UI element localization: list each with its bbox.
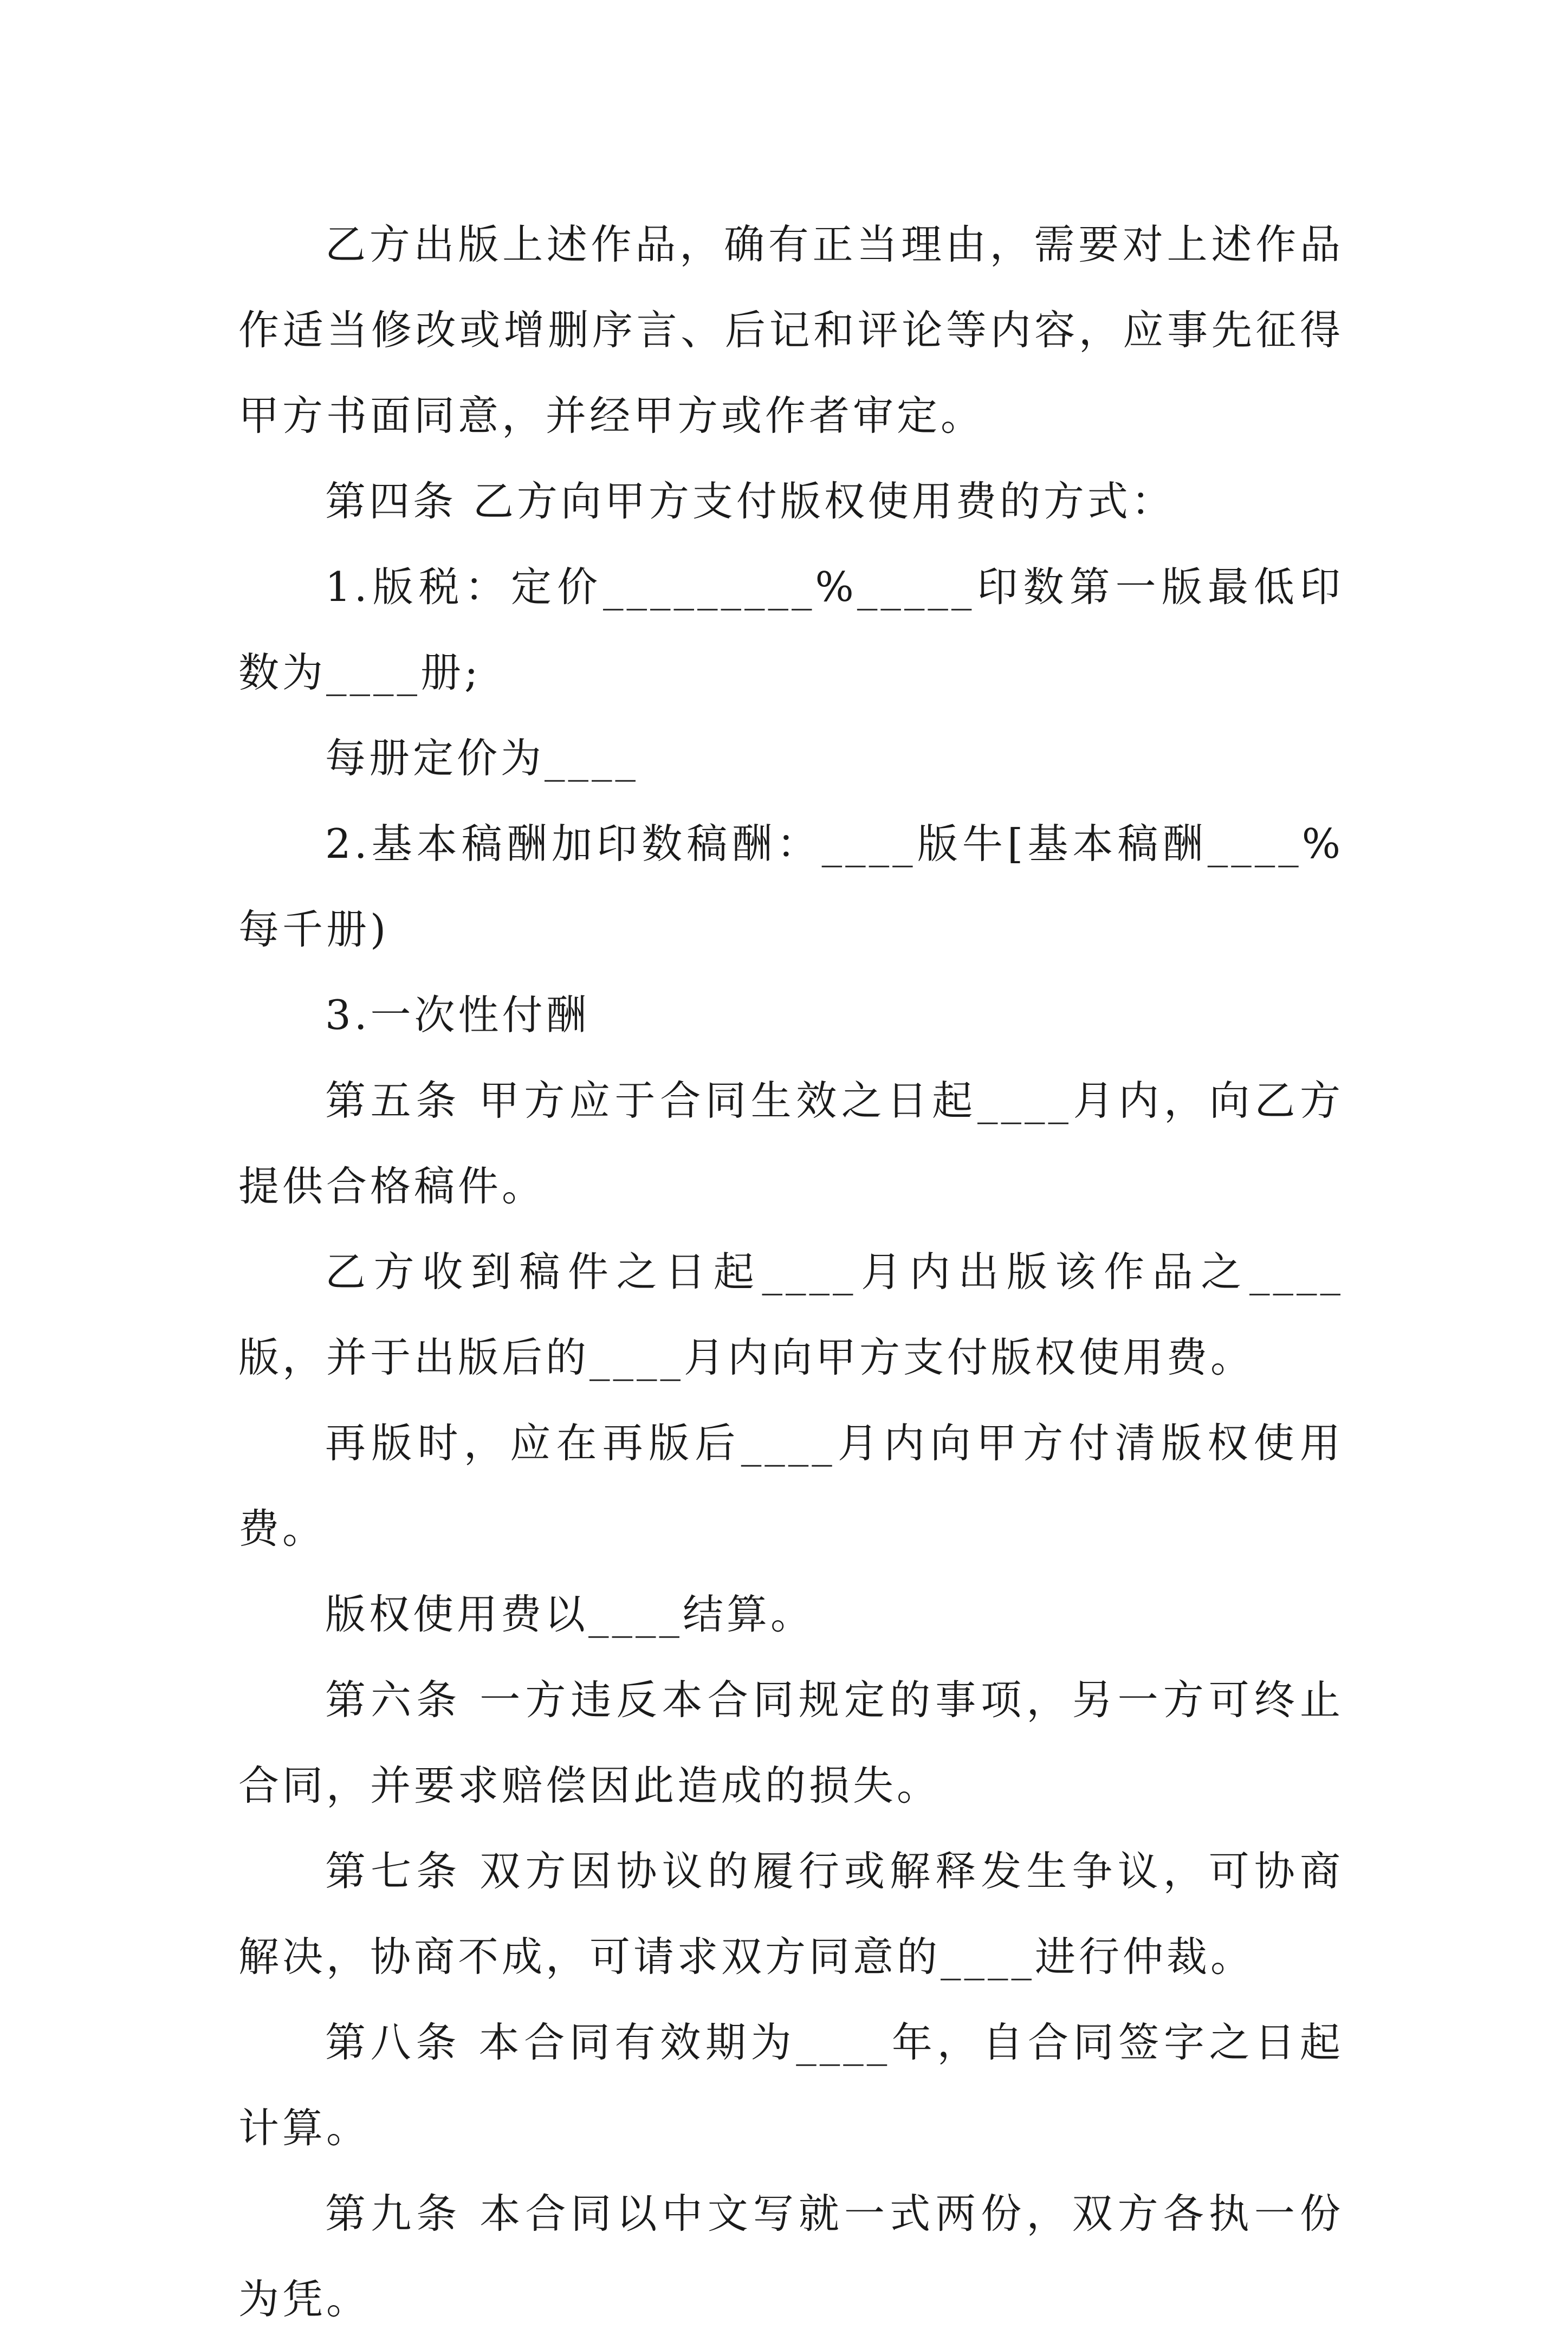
paragraph-modification-consent: 乙方出版上述作品，确有正当理由，需要对上述作品作适当修改或增删序言、后记和评论等内容，应事先征得甲方书面同意，并经甲方或作者审定。: [238, 221, 1344, 439]
paragraph-reprint-payment: 再版时，应在再版后____月内向甲方付清版权使用费。: [238, 1419, 1344, 1552]
document-body: [238, 202, 1344, 2342]
clause-basic-fee: 2.基本稿酬加印数稿酬：____版牛[基本稿酬____%每千册): [238, 820, 1344, 953]
clause-royalty: 1.版税：定价_________%_____印数第一版最低印数为____册;: [238, 563, 1344, 696]
article-8: 第八条 本合同有效期为____年，自合同签字之日起计算。: [238, 2018, 1344, 2152]
article-5: 第五条 甲方应于合同生效之日起____月内，向乙方提供合格稿件。: [238, 1077, 1344, 1210]
article-6: 第六条 一方违反本合同规定的事项，另一方可终止合同，并要求赔偿因此造成的损失。: [238, 1676, 1344, 1809]
clause-price-per-copy: 每册定价为____: [325, 734, 639, 782]
article-4-heading: 第四条 乙方向甲方支付版权使用费的方式：: [325, 477, 1175, 525]
paragraph-publication-schedule: 乙方收到稿件之日起____月内出版该作品之____版，并于出版后的____月内向甲方支付版权使用费。: [238, 1248, 1344, 1381]
article-9: 第九条 本合同以中文写就一式两份，双方各执一份为凭。: [238, 2190, 1344, 2323]
paragraph-settlement: 版权使用费以____结算。: [325, 1590, 815, 1638]
clause-lump-sum: 3.一次性付酬: [325, 991, 590, 1039]
article-7: 第七条 双方因协议的履行或解释发生争议，可协商解决，协商不成，可请求双方同意的____进行仲裁。: [238, 1847, 1344, 1981]
